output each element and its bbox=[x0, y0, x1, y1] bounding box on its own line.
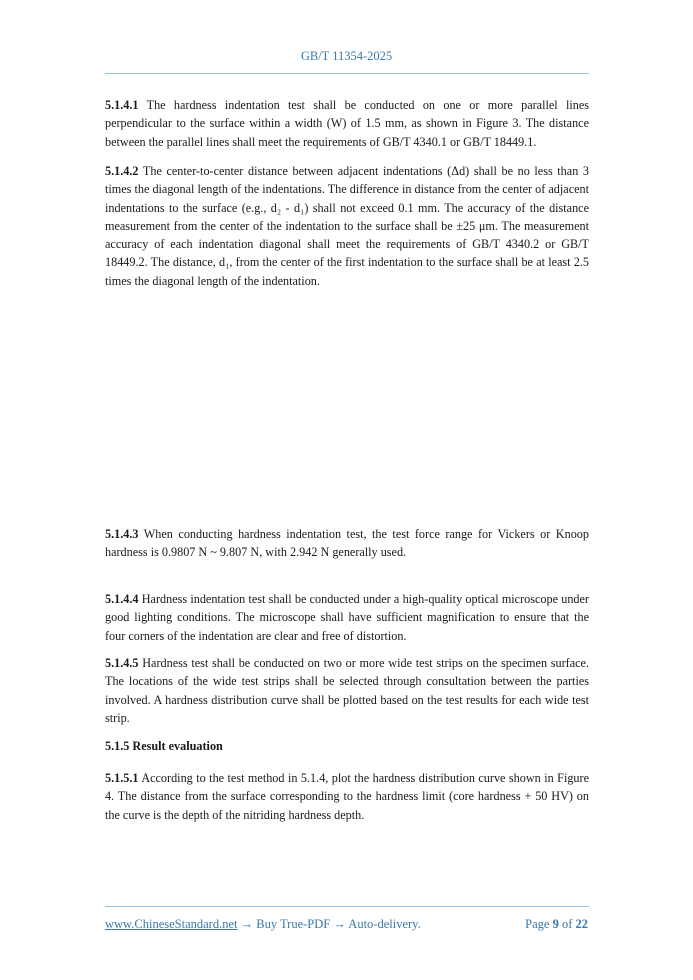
section-heading-5-1-5 bbox=[105, 737, 589, 755]
footer-left bbox=[105, 917, 421, 932]
clause-number: 5.1.4.2 bbox=[105, 164, 139, 178]
header-divider bbox=[105, 73, 589, 74]
section-heading: 5.1.5 Result evaluation bbox=[105, 739, 223, 753]
footer-divider bbox=[105, 906, 589, 907]
clause-5-1-4-2 bbox=[105, 162, 589, 290]
clause-5-1-5-1 bbox=[105, 769, 589, 824]
clause-text: The hardness indentation test shall be conducted on one or more parallel lines perpendicular to the surface within a width (W) of 1.5 mm, as shown in Figure 3. The distance between the parallel lines shall meet the requirements of GB/T 4340.1 or GB/T 18449.1. bbox=[105, 98, 589, 149]
clause-number: 5.1.4.3 bbox=[105, 527, 139, 541]
clause-text: Hardness indentation test shall be conducted under a high-quality optical microscope under good lighting conditions. The microscope shall have sufficient magnification to ensure that the four corners of the indentation are clear and free of distortion. bbox=[105, 592, 589, 643]
header-doc-id: GB/T 11354-2025 bbox=[300, 49, 393, 63]
clause-number: 5.1.4.5 bbox=[105, 656, 139, 670]
clause-number: 5.1.5.1 bbox=[105, 771, 139, 785]
clause-text: The center-to-center distance between adjacent indentations (Δd) shall be no less than 3 times the diagonal length of the indentations. The difference in distance from the center of adjacent indentations to the surface (e.g., d₂ - d₁) shall not exceed 0.1 mm. The accuracy of the distance measurement from the center of the indentation to the surface shall be ±25 μm. The measurement accuracy of each indentation diagonal shall meet the requirements of GB/T 4340.2 or GB/T 18449.2. The distance, d₁, from the center of the first indentation to the surface shall be at least 2.5 times the diagonal length of the indentation. bbox=[105, 164, 589, 288]
clause-5-1-4-4 bbox=[105, 590, 589, 645]
page-total: 22 bbox=[575, 917, 588, 931]
clause-number: 5.1.4.4 bbox=[105, 592, 139, 606]
clause-text: According to the test method in 5.1.4, plot the hardness distribution curve shown in Figure 4. The distance from the surface corresponding to the hardness limit (core hardness + 50 HV) on the curve is the depth of the nitriding hardness depth. bbox=[105, 771, 589, 822]
page-label: Page bbox=[525, 917, 553, 931]
page-number: 9 bbox=[552, 917, 559, 931]
clause-text: When conducting hardness indentation test, the test force range for Vickers or Knoop hardness is 0.9807 N ~ 9.807 N, with 2.942 N generally used. bbox=[105, 527, 589, 560]
of-label: of bbox=[558, 917, 576, 931]
footer-promo: → Buy True-PDF → Auto-delivery. bbox=[237, 917, 421, 931]
clause-5-1-4-1 bbox=[105, 96, 589, 151]
clause-5-1-4-5 bbox=[105, 654, 589, 727]
page-indicator bbox=[525, 917, 588, 932]
clause-5-1-4-3 bbox=[105, 525, 589, 562]
clause-number: 5.1.4.1 bbox=[105, 98, 139, 112]
website-link[interactable]: www.ChineseStandard.net bbox=[105, 917, 238, 931]
clause-text: Hardness test shall be conducted on two or more wide test strips on the specimen surface. The locations of the wide test strips shall be selected through consultation between the parties involved. A hardness distribution curve shall be plotted based on the test results for each wide test strip. bbox=[105, 656, 589, 725]
